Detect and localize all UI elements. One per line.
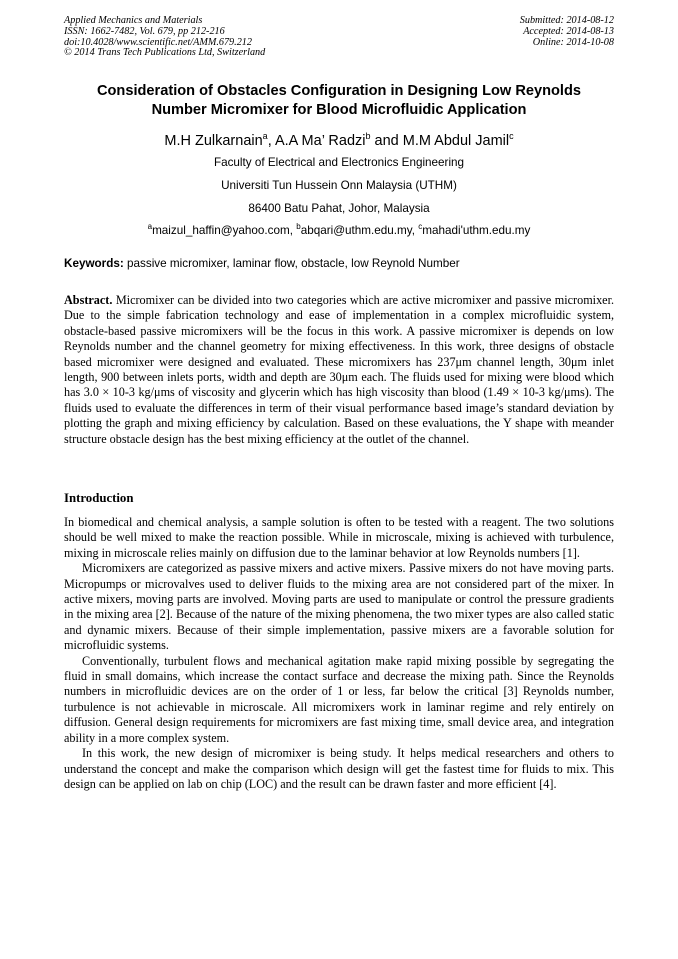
introduction-heading: Introduction (64, 491, 134, 505)
paper-title (40, 82, 638, 119)
author-1: M.H Zulkarnain (164, 132, 263, 149)
abstract-text: Micromixer can be divided into two categories which are active micromixer and passive micromixer. Due to the simple fabrication technology and ease of implementation in a complex microfluidic system, obstacle-based passive micromixers will be the focus in this work. A passive micromixer is depends on low Reynolds number and the channel geometry for mixing effectiveness. In this work, three designs of obstacle based micromixer were designed and evaluated. These micromixers has 237μm channel length, 30μm inlet length, 900 between inlets ports, width and depth are 30μm each. The fluids used for mixing were blood which has 3.0 × 10-3 kg/μms of viscosity and glycerin which has high viscosity than blood (1.49 × 10-3 kg/μms). The fluids used to evaluate the differences in term of their visual performance based image’s standard deviation by plotting the graph and mixing efficiency by calculation. Based on these evaluations, the Y shape with meander structure obstacle design has the best mixing efficiency at the outlet of the channel. (64, 293, 614, 446)
author-separator: , (267, 132, 275, 149)
abstract (64, 293, 614, 447)
email-a: maizul_haffin@yahoo.com, (152, 223, 297, 237)
online-date: Online: 2014-10-08 (532, 36, 614, 48)
journal-name: Applied Mechanics and Materials (64, 15, 203, 26)
author-3-affil: c (509, 131, 514, 141)
journal-issn: ISSN: 1662-7482, Vol. 679, pp 212-216 (64, 25, 225, 37)
email-a-sup: a (147, 222, 153, 231)
author-3: M.M Abdul Jamil (402, 132, 510, 149)
intro-paragraph-2: Micromixers are categorized as passive mixers and active mixers. Passive mixers do not have moving parts. Micropumps or microvalves used to deliver fluids to the mixing area are not considered part of the mixer. In active mixers, moving parts are involved. Moving parts are used to manipulate or control the pressure gradients in the mixing area [2]. Because of the nature of the mixing phenomena, the two mixer types are also called static and dynamic mixers. Because of their simple implementation, passive mixers are a favorable solution for microfluidic systems. (64, 561, 614, 653)
email-b-sup: b (296, 222, 301, 231)
affiliation-address: 86400 Batu Pahat, Johor, Malaysia (248, 202, 430, 215)
title-line-2: Number Micromixer for Blood Microfluidic Application (151, 101, 527, 118)
author-list (40, 131, 638, 149)
keywords-text: passive micromixer, laminar flow, obstacle, low Reynold Number (123, 257, 460, 270)
email-c: mahadi'uthm.edu.my (422, 223, 531, 237)
submitted-date: Submitted: 2014-08-12 (519, 15, 614, 26)
abstract-paragraph (64, 293, 614, 447)
author-2-affil: b (365, 131, 371, 141)
journal-copyright: © 2014 Trans Tech Publications Ltd, Switzerland (64, 47, 266, 59)
submission-dates (520, 16, 614, 48)
accepted-date: Accepted: 2014-08-13 (523, 25, 614, 37)
keywords (64, 257, 624, 270)
affiliation-university: Universiti Tun Hussein Onn Malaysia (UTHM) (221, 179, 457, 192)
author-separator: and (370, 132, 403, 149)
intro-paragraph-4: In this work, the new design of micromixer is being study. It helps medical researchers and others to understand the concept and make the comparison which design will get the fastest time for fluids to mix. This design can be applied on lab on chip (LOC) and the result can be drawn faster and more efficient [4]. (64, 746, 614, 791)
author-1-affil: a (262, 131, 268, 141)
journal-info (64, 16, 265, 59)
title-line-1: Consideration of Obstacles Configuration in Designing Low Reynolds (96, 83, 582, 99)
intro-paragraph-1: In biomedical and chemical analysis, a sample solution is often to be tested with a reagent. The two solutions should be well mixed to make the reaction possible. While in microscale, mixing is achieved with turbulence, mixing in microscale relies mainly on diffusion due to the laminar behavior at low Reynolds numbers [1]. (64, 515, 614, 560)
author-emails (40, 222, 638, 237)
email-c-sup: c (418, 222, 423, 231)
author-2: A.A Ma’ Radzi (274, 132, 366, 149)
journal-doi: doi:10.4028/www.scientific.net/AMM.679.212 (64, 36, 252, 48)
intro-paragraph-3: Conventionally, turbulent flows and mechanical agitation make rapid mixing possible by segregating the fluid in small domains, which increase the contact surface and decrease the mixing path. Since the Reynolds numbers in microfluidic devices are on the order of 1 or less, far below the critical [3] Reynolds number, turbulence is not achievable in microscale. All micromixers work in laminar regime and rely entirely on diffusion. General design requirements for micromixers are fast mixing time, small device area, and integration ability in a more complex system. (64, 653, 614, 745)
keywords-label: Keywords: (64, 257, 124, 270)
introduction-body (64, 515, 614, 792)
abstract-label: Abstract. (64, 293, 113, 307)
email-b: abqari@uthm.edu.my, (300, 223, 419, 237)
affiliation-faculty: Faculty of Electrical and Electronics Engineering (213, 156, 465, 169)
